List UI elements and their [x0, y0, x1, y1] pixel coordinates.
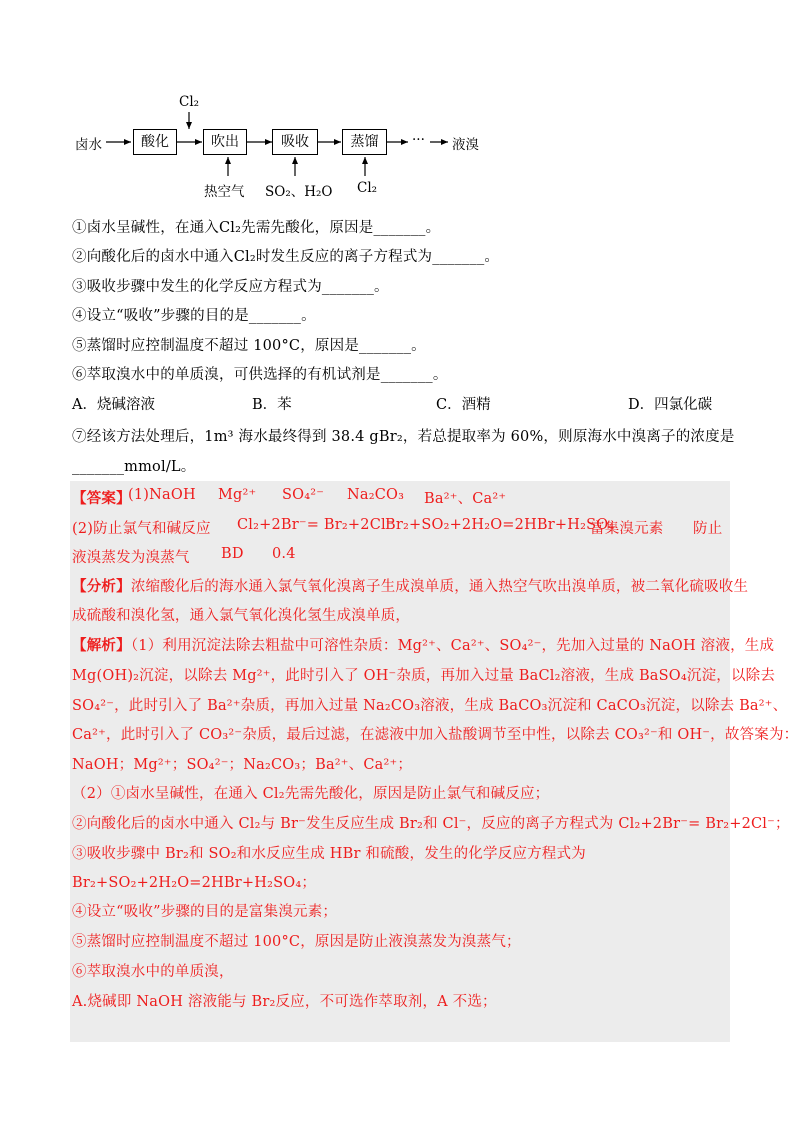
flow-input-hot-air: 热空气: [204, 184, 245, 200]
answer-item: (1)NaOH: [128, 487, 196, 503]
explanation-line-1: 【解析】（1）利用沉淀法除去粗盐中可溶性杂质：Mg²⁺、Ca²⁺、SO₄²⁻，先加入过量的 NaOH 溶液，生成: [72, 637, 775, 654]
explanation-line: ⑥萃取溴水中的单质溴，: [72, 964, 234, 980]
answer-item: 防止: [693, 521, 723, 537]
question-4: ④设立“吸收”步骤的目的是_______。: [72, 308, 316, 324]
explanation-line: SO₄²⁻，此时引入了 Ba²⁺杂质，再加入过量 Na₂CO₃溶液，生成 BaCO₃沉淀和 CaCO₃沉淀，以除去 Ba²⁺、: [72, 698, 788, 714]
explanation-line: Ca²⁺，此时引入了 CO₃²⁻杂质，最后过滤，在滤液中加入盐酸调节至中性，以除去 CO₃²⁻和 OH⁻，故答案为：: [72, 727, 799, 743]
flow-start-label: 卤水: [75, 137, 102, 153]
option-a: A．烧碱溶液: [72, 397, 155, 413]
flow-input-cl2: Cl₂: [357, 180, 378, 196]
question-1: ①卤水呈碱性，在通入Cl₂先需先酸化，原因是_______。: [72, 220, 441, 236]
explanation-line: NaOH；Mg²⁺；SO₄²⁻；Na₂CO₃；Ba²⁺、Ca²⁺；: [72, 757, 413, 773]
option-c: C．酒精: [436, 397, 491, 413]
answer-item: BD: [221, 546, 244, 562]
question-7-line2: _______mmol/L。: [72, 459, 196, 475]
explanation-line: （2）①卤水呈碱性，在通入 Cl₂先需先酸化，原因是防止氯气和碱反应；: [72, 786, 550, 802]
answer-item: Mg²⁺: [218, 487, 257, 503]
analysis-line-1: 【分析】浓缩酸化后的海水通入氯气氧化溴离子生成溴单质，通入热空气吹出溴单质，被二氧化硫吸收生: [72, 578, 749, 595]
explanation-line: ④设立“吸收”步骤的目的是富集溴元素；: [72, 904, 338, 920]
explanation-line: A.烧碱即 NaOH 溶液能与 Br₂反应，不可选作萃取剂，A 不选；: [72, 994, 497, 1010]
explanation-line: Br₂+SO₂+2H₂O=2HBr+H₂SO₄；: [72, 875, 317, 891]
answer-item: Na₂CO₃: [347, 487, 405, 503]
answer-item: Ba²⁺、Ca²⁺: [424, 491, 507, 507]
flow-top-input: Cl₂: [179, 94, 200, 110]
explanation-line: Mg(OH)₂沉淀，以除去 Mg²⁺，此时引入了 OH⁻杂质，再加入过量 BaCl₂溶液，生成 BaSO₄沉淀，以除去: [72, 668, 776, 684]
question-2: ②向酸化后的卤水中通入Cl₂时发生反应的离子方程式为_______。: [72, 249, 500, 265]
question-6: ⑥萃取溴水中的单质溴，可供选择的有机试剂是_______。: [72, 367, 448, 383]
question-3: ③吸收步骤中发生的化学反应方程式为_______。: [72, 279, 389, 295]
flow-step-blowout: 吹出: [203, 129, 247, 155]
flow-step-acidify: 酸化: [133, 129, 177, 155]
explanation-line: ⑤蒸馏时应控制温度不超过 100°C，原因是防止液溴蒸发为溴蒸气；: [72, 934, 521, 950]
explanation-line: ③吸收步骤中 Br₂和 SO₂和水反应生成 HBr 和硫酸，发生的化学反应方程式为: [72, 846, 586, 862]
answer-item: 液溴蒸发为溴蒸气: [72, 550, 190, 566]
option-b: B．苯: [252, 397, 292, 413]
question-5: ⑤蒸馏时应控制温度不超过 100°C，原因是_______。: [72, 338, 426, 354]
question-7-line1: ⑦经该方法处理后，1m³ 海水最终得到 38.4 gBr₂，若总提取率为 60%，则原海水中溴离子的浓度是: [72, 429, 735, 445]
flow-arrows: [0, 0, 800, 210]
flow-step-absorb: 吸收: [272, 129, 318, 155]
flow-step-distill: 蒸馏: [342, 129, 387, 155]
answer-tag: 【答案】: [72, 490, 131, 507]
answer-item: (2)防止氯气和碱反应: [72, 521, 211, 537]
answer-item: Br₂+SO₂+2H₂O=2HBr+H₂SO₄: [385, 517, 615, 533]
answer-item: SO₄²⁻: [282, 487, 325, 503]
flow-ellipsis: ···: [412, 132, 425, 148]
flow-input-so2-h2o: SO₂、H₂O: [265, 184, 333, 200]
option-d: D．四氯化碳: [628, 397, 713, 413]
answer-item: Cl₂+2Br⁻= Br₂+2Cl⁻: [237, 517, 394, 533]
flow-end-label: 液溴: [452, 137, 479, 153]
answer-item: 0.4: [272, 546, 296, 562]
answer-item: 富集溴元素: [590, 521, 664, 537]
explanation-line: ②向酸化后的卤水中通入 Cl₂与 Br⁻发生反应生成 Br₂和 Cl⁻，反应的离子方程式为 Cl₂+2Br⁻= Br₂+2Cl⁻；: [72, 816, 790, 832]
analysis-line-2: 成硫酸和溴化氢，通入氯气氧化溴化氢生成溴单质，: [72, 608, 411, 624]
